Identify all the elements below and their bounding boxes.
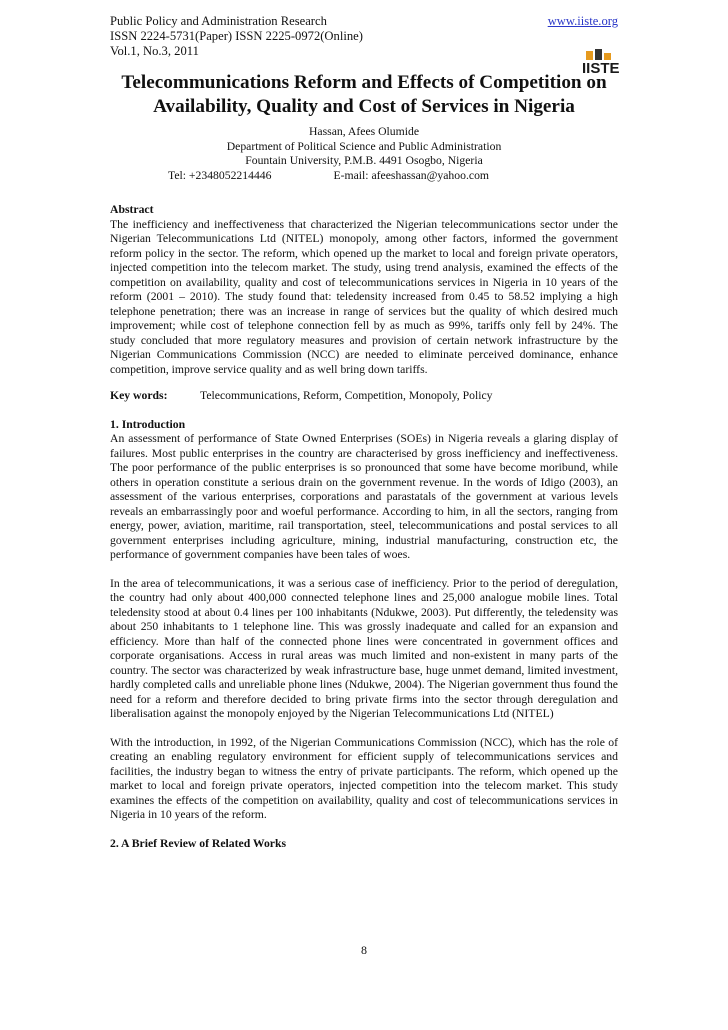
issn-line: ISSN 2224-5731(Paper) ISSN 2225-0972(Online) (110, 29, 363, 43)
title-line-2: Availability, Quality and Cost of Services in Nigeria (153, 96, 575, 117)
iiste-logo-icon (582, 47, 618, 85)
intro-paragraph-1: An assessment of performance of State Owned Enterprises (SOEs) in Nigeria reveals a glaring display of failures. Most public enterprises in the country are characterised by gross inefficiency and ineffectiveness. The poor performance of the public enterprises is so pronounced that some have become moribund, while others in operation constitute a serious drain on the government revenue. In the words of Idigo (2003), an assessment of the various enterprises, corporations and parastatals of the government at various levels reveals an embarrassingly poor and woeful performance. According to him, in all the sectors, ranging from energy, power, aviation, maritime, rail transportation, steel, telecommunications and postal services to all government enterprises including agriculture, mining, industrial manufacturing, construction etc, the performance of government companies have been tales of woes. (110, 432, 618, 561)
introduction-heading: 1. Introduction (110, 417, 186, 431)
introduction-section (110, 418, 618, 823)
volume-line: Vol.1, No.3, 2011 (110, 44, 199, 58)
abstract-text: The inefficiency and ineffectiveness that characterized the Nigerian telecommunications sector under the Nigerian Telecommunications Ltd (NITEL) monopoly, among other factors, informed the government reform policy in the sector. The reform, which opened up the market to local and foreign private operators, injected competition into the telecom market. The study, using trend analysis, examined the effects of the competition on availability, quality and cost of telecommunications services in Nigeria in 10 years of the reform (2001 – 2010). The study found that: teledensity increased from 0.45 to 58.52 implying a high telephone penetration; there was an increase in range of services but the quality of which desired much improvement; while cost of telephone connection fell by as much as 99%, tariffs only fell by 24%. The study concluded that more regulatory measures and provision of certain network infrastructure by the Nigerian Communications Commission (NCC) are needed to eliminate perceived dominance, enhance competition, improve service quality and as well bring down tariffs. (110, 217, 618, 376)
abstract-section (110, 203, 618, 377)
page-number: 8 (361, 943, 367, 957)
keywords (110, 389, 618, 404)
author-tel: Tel: +2348052214446 (168, 168, 272, 182)
author-block (110, 125, 618, 169)
logo-text: IISTE (582, 60, 620, 77)
running-header (110, 14, 620, 77)
journal-name: Public Policy and Administration Research (110, 14, 327, 28)
author-department: Department of Political Science and Public Administration (226, 139, 502, 153)
title-line-1: Telecommunications Reform and Effects of Competition on (121, 72, 607, 93)
author-university: Fountain University, P.M.B. 4491 Osogbo, Nigeria (245, 154, 483, 167)
section-2-heading: 2. A Brief Review of Related Works (110, 836, 287, 850)
keywords-value: Telecommunications, Reform, Competition, Monopoly, Policy (200, 389, 493, 402)
author-email: E-mail: afeeshassan@yahoo.com (333, 168, 490, 182)
keywords-label: Key words: (110, 389, 168, 402)
paper-title (110, 71, 618, 119)
author-contact (168, 169, 618, 184)
author-name: Hassan, Afees Olumide (308, 125, 420, 138)
intro-paragraph-2: In the area of telecommunications, it was a serious case of inefficiency. Prior to the period of deregulation, the country had only about 400,000 connected telephone lines and 25,000 analogue mobile lines. Total teledensity stood at about 0.4 lines per 100 inhabitants (Ndukwe, 2003). Put differently, the teledensity was about 250 inhabitants to 1 telephone line. This was grossly inadequate and called for an expansion and efficiency. More than half of the connected phone lines were concentrated in government offices and corporate organisations. Access in rural areas was much limited and non-existent in many parts of the country. The sector was characterized by weak infrastructure base, huge unmet demand, limited investment, hardly completed calls and unreliable phone lines (Ndukwe, 2004). The Nigerian government thus found the need for a reform and therefore decided to bring private firms into the sector through deregulation and liberalisation against the monopoly enjoyed by the Nigerian Telecommunications Ltd (NITEL) (110, 576, 618, 720)
abstract-heading: Abstract (110, 203, 154, 216)
intro-paragraph-3: With the introduction, in 1992, of the Nigerian Communications Commission (NCC), which has the role of creating an enabling regulatory environment for efficient supply of telecommunications services and facilities, the industry began to witness the entry of private participants. The reform, which opened up the market to local and foreign private operators, injected competition into the telecom market. This study examines the effects of the competition on availability, quality and cost of telecommunications services in Nigeria in 10 years of the reform. (110, 735, 618, 821)
journal-url-link[interactable]: www.iiste.org (547, 14, 618, 28)
paper-page (110, 14, 618, 851)
